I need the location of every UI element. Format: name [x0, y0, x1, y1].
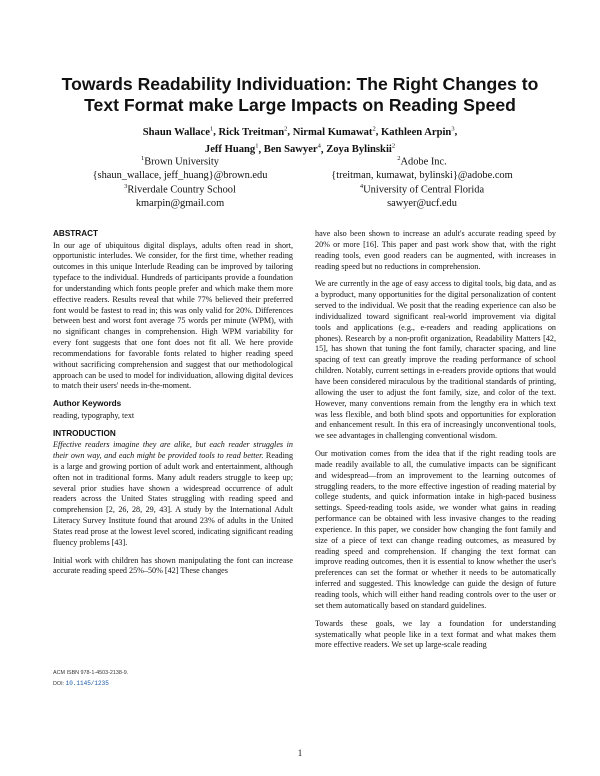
affiliation-email: {treitman, kumawat, bylinski}@adobe.com [331, 169, 513, 181]
affiliation: $^4$University of Central Florida sawyer@ucf.edu [297, 180, 547, 210]
introduction-heading: INTRODUCTION [53, 428, 116, 438]
isbn-note: ACM ISBN 978-1-4503-2138-9. [53, 670, 129, 676]
author: Jeff Huang$^1$ [204, 142, 259, 156]
intro-epigraph: Effective readers imagine they are alike, but each reader struggles in their own way, and each might be provided tools to read better. [53, 440, 293, 460]
footer-notes [53, 669, 293, 689]
affiliation-email: sawyer@ucf.edu [387, 197, 457, 209]
body-paragraph: Our motivation comes from the idea that if the right reading tools are made readily available to all, the cumulative impacts can be significant and widespread—from an improvement to the learning outcomes of struggling readers, to the more effective ingestion of reading material by college students, and quick information intake in high-paced business settings. Speed-reading tools aside, we wonder what gains in reading performance can be obtained with less invasive changes to the reading experience. In this paper, we consider how changing the font family and size of a piece of text can change reading outcomes, as measured by reading speed and comprehension. If changing the text format can improve reading outcomes, then it is essential to know whether the user's preferences can set the format or whether it needs to be automatically inferred and suggested. This knowledge can guide the design of future reading tools, which will either hand reading controls over to the user or set them automatically based on standard guidelines. [315, 449, 556, 610]
author: Zoya Bylinskii$^2$ [326, 142, 396, 156]
author: Ben Sawyer$^4$ [263, 142, 321, 156]
author: Shaun Wallace$^1$ [142, 125, 214, 138]
abstract-text: In our age of ubiquitous digital displays, adults often read in short, opportunistic interludes. We consider, for the first time, whether reading outcomes in this unique Interlude Reading can be improved by tailoring typeface to the individual. Hundreds of participants provide a foundation for understanding which fonts people prefer and which make them more effective readers. Results reveal that while 77% believed their preferred font would be fastest to read in; this was only valid for 20%. Differences between best and worst font average 75 words per minute (WPM), with no significant changes in comprehension. High WPM variability for every font suggests that one font does not fit all. We here provide recommendations for favorable fonts related to higher reading speed without sacrificing comprehension and suggest that our methodological approach can be used to model for individuation, allowing digital devices to match their users' needs in-the-moment. [53, 240, 293, 391]
doi-link[interactable]: 10.1145/1235 [65, 679, 109, 687]
body-paragraph: We are currently in the age of easy access to digital tools, big data, and as a byproduct, many opportunities for the digital personalization of content served to the individual. We posit that the reading experience can also be individualized toward significant real-world improvement via digital tools and applications (e.g., e-readers and reading applications on phones). Research by a non-profit organization, Readability Matters [42, 15], has shown that tuning the font family, character spacing, and line spacing of text can greatly improve the reading performance of school children. Notably, current settings in e-readers provide options that would have been considered miraculous by the traditional standards of printing, allowing the user to adjust the font family, size, and color of the text. However, many conventions remain from the lengthy era in which text was less flexible, and both blind spots and opportunities for exploration and enhancement result. In this era of increasingly unconventional tools, we see advantages in challenging conventional wisdom. [315, 279, 556, 441]
keywords-text: reading, typography, text [53, 410, 135, 420]
author: Nirmal Kumawat$^2$ [292, 125, 376, 138]
body-paragraph: have also been shown to increase an adult's accurate reading speed by 20% or more [16]. This paper and past work show that, with the right reading tools, even good readers can be augmented, with increases in reading speed but no reductions in comprehension. [315, 229, 556, 271]
author-line-2: Jeff Huang$^1$, Ben Sawyer$^4$, Zoya Bylinskii$^2$ [204, 142, 396, 156]
affiliation-email: {shaun_wallace, jeff_huang}@brown.edu [92, 169, 268, 181]
author: Kathleen Arpin$^3$ [380, 125, 455, 138]
affiliation-email: kmarpin@gmail.com [135, 197, 225, 209]
body-paragraph: Towards these goals, we lay a foundation for understanding systematically what people like in a text format and what makes them more effective readers. We set up large-scale reading [315, 618, 556, 650]
intro-paragraph: Initial work with children has shown manipulating the font can increase accurate reading speed 25%–50% [42] These changes [53, 555, 293, 576]
author-line-1: Shaun Wallace$^1$, Rick Treitman$^2$, Nirmal Kumawat$^2$, Kathleen Arpin$^3$, [142, 125, 458, 138]
author: Rick Treitman$^2$ [218, 125, 288, 138]
affiliation: $^3$Riverdale Country School kmarpin@gmail.com [55, 180, 305, 210]
intro-paragraph: Effective readers imagine they are alike, but each reader struggles in their own way, and each might be provided tools to read better. Reading is a large and growing portion of adult work and entertainment, although often not in traditional forms. Many adult readers struggle to keep up; several prior studies have shown a widespread occurrence of adult readers across the United States struggling with reading speed and comprehension [2, 26, 28, 29, 43]. A study by the International Adult Literacy Survey Institute found that around 23% of adults in the United States read prose at the lowest level scored, indicating significant reading fluency problems [43]. [53, 440, 294, 547]
left-column [53, 229, 293, 584]
paper-title: Towards Readability Individuation: The Right Changes to Text Format make Large Impacts on Reading Speed [61, 74, 539, 115]
affiliation: $^2$Adobe Inc. {treitman, kumawat, bylinski}@adobe.com [297, 152, 547, 182]
doi-note: DOI: 10.1145/1235 [53, 679, 109, 687]
keywords-heading: Author Keywords [53, 399, 122, 409]
affiliation: $^1$Brown University {shaun_wallace, jeff_huang}@brown.edu [55, 152, 305, 182]
abstract-heading: ABSTRACT [53, 229, 99, 238]
right-column [315, 229, 556, 658]
page-number: 1 [297, 748, 303, 758]
